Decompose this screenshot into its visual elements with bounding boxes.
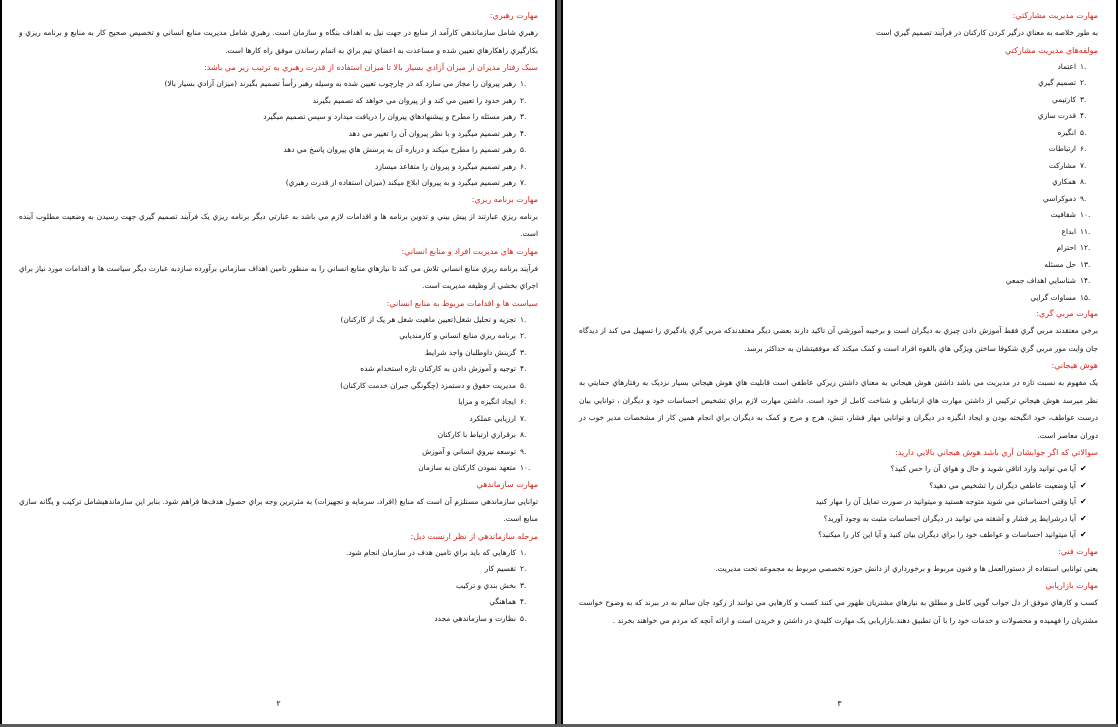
list-number: .۵ (520, 613, 527, 623)
list-number: .۷ (520, 178, 527, 187)
list-item-text: شناسايي اهداف جمعي (1005, 276, 1076, 285)
list-item (579, 461, 1087, 478)
paragraph: توانايي سازماندهي مستلزم آن است كه منابع (افراد، سرمايه و تجهيزات) به مثرترين وجه براي حصول هدف‌ها فراهم شود. بنابر اين سازماندهيشامل تركيب و يگانه سازي منابع است. (19, 496, 538, 523)
list-item-text: مشاركت (1048, 160, 1076, 170)
section-heading: مولفه‌هاي مديريت مشاركتي (1004, 45, 1098, 55)
checklist (579, 461, 1098, 544)
list-number: .۷ (520, 413, 527, 423)
list-item (579, 224, 1091, 241)
list-number: .۲ (520, 331, 527, 340)
paragraph: يک مفهوم به نسبت تازه در مديريت مي باشد داشتن هوش هيجاني به معناي داشتن زيركي عاطفي است قابليت هاي هوش هيجاني بسيار نزديک به رفتارهاي حمايتي به نظر ميرسد هوش هيجاني تركيبي از داشتن مهارت هاي ارتباطي و شناخت كامل از خود است. داشتن مهارت لازم براي تشخيص احساسات خود و ديگران ، توانايي بيان درست عواطف، خود انگيخته بودن و ايجاد انگيزه در ديگران و توانايي مهار فشار، تنش، هرج و مرج و كمک به ديگران براي انجام همين كار از مشخصات مدير خوب در دوران معاصر است. (579, 378, 1098, 440)
page-number: ۲ (276, 699, 281, 708)
list-item (19, 460, 531, 477)
list-item (579, 527, 1087, 544)
list-number: .۶ (1080, 144, 1087, 153)
list-item-text: آيا مي توانيد وارد اتاقي شويد و حال و هواي آن را حس كنيد؟ (890, 464, 1076, 473)
section-heading: هوش هيجاني: (1051, 361, 1098, 370)
list-item (19, 328, 527, 345)
list-number: .۱۲ (1080, 243, 1091, 252)
list-item-text: شفافيت (1050, 210, 1076, 219)
list-item (579, 125, 1087, 142)
list-item-text: رهبر حدود را تعيين مي كند و از پيروان مي خواهد كه تصميم بگيرند (312, 95, 516, 105)
list-number: .۳ (520, 112, 527, 121)
list-item (19, 175, 527, 192)
checkmark-icon: ✔ (1080, 464, 1087, 473)
section-heading: مهارت هاي مديريت افراد و منابع انساني: (401, 246, 538, 256)
section-heading: مهارت بازاريابي (1045, 581, 1098, 590)
list-number: .۴ (1080, 111, 1087, 120)
list-number: .۱ (520, 547, 527, 557)
paragraph: يعني توانايي استفاده از دستورالعمل ها و فنون مربوط و برخورداري از دانش حوزه تخصصي مربوط به مجموعه تحت مديريت. (715, 563, 1098, 573)
list-item-text: تقسيم كار (484, 564, 516, 573)
section-heading: مهارت مديريت مشاركتي: (1012, 11, 1098, 20)
list-item (579, 207, 1091, 224)
list-number: .۱۵ (1080, 292, 1091, 302)
list-item-text: توجيه و آموزش دادن به كاركنان تازه استخدام شده (360, 364, 516, 373)
list-number: .۴ (520, 597, 527, 606)
paragraph: فرآيند برنامه ريزي منابع انساني تلاش مي كند تا نيازهاي منابع انساني را به منظور تامين اهداف سازماني برآورده سازدبه عبارت ديگر سياست ها و اقدامات مورد نياز براي اجراي بخشي از وظيفه مديريت است. (19, 263, 538, 290)
list-item-text: قدرت سازي (1037, 111, 1076, 120)
section-heading: سبک رفتار مديران از ميزان آزادي بسيار بالا تا ميزان استفاده از قدرت رهبري به ترتيب زير مي باشد: (204, 63, 538, 72)
list-item (19, 578, 527, 595)
list-item-text: كارهايي كه بايد براي تامين هدف در سازمان انجام شود. (346, 547, 516, 557)
list-item (579, 478, 1087, 495)
list-item (19, 411, 527, 428)
list-number: .۴ (520, 128, 527, 138)
list-item (579, 257, 1091, 274)
list-item-text: رهبر تصميم را مطرح ميكند و درباره آن به پرسش هاي پيروان پاسخ مي دهد (283, 145, 516, 154)
section-heading: سوالاتي كه اگر جوابشان آري باشد هوش هيجاني بالايي داريد: (895, 448, 1098, 457)
list-item-text: رهبر مسئله را مطرح و پيشنهادهاي پيروان را دريافت ميدارد و سپس تصميم ميگيرد (263, 112, 516, 121)
list-item (19, 159, 527, 176)
list-item-text: همكاري (1052, 177, 1076, 186)
list-item-text: متعهد نمودن كاركنان به سازمان (418, 463, 516, 472)
list-item (579, 158, 1087, 175)
list-item-text: رهبر تصميم ميگيرد و با نظر پيروان آن را تغيير مي دهد (348, 128, 516, 138)
page-2-content (19, 8, 538, 627)
list-item (19, 361, 527, 378)
list-item-text: دموكراسي (1042, 193, 1076, 203)
list-item (19, 93, 527, 110)
list-item (579, 59, 1087, 76)
list-item-text: ايجاد انگيزه و مزايا (458, 397, 516, 406)
list-item (579, 108, 1087, 125)
list-number: .۱۰ (1080, 210, 1091, 219)
list-number: .۴ (520, 364, 527, 373)
list-number: .۲ (520, 564, 527, 573)
list-item-text: رهبر پيروان را مجاز مي سازد كه در چارچوب تعيين شده به وسيله رهبر رأساً تصميم بگيرند (ميزان آزادي بسيار بالا) (164, 79, 516, 88)
page-3 (561, 0, 1118, 724)
list-item-text: نظارت و سازماندهي مجدد (434, 613, 516, 623)
checkmark-icon: ✔ (1080, 530, 1087, 539)
list-item (579, 75, 1087, 92)
page-border-left (561, 0, 563, 724)
list-number: .۱۴ (1080, 276, 1091, 285)
list-item (19, 126, 527, 143)
list-item-text: ارزيابي عملكرد (469, 413, 516, 423)
page-border-right (555, 0, 557, 724)
list-item-text: تصميم گيري (1038, 78, 1076, 87)
list-number: .۱ (1080, 61, 1087, 71)
list-item-text: مديريت حقوق و دستمزد (چگونگي جبران خدمت كاركنان) (340, 380, 516, 390)
section-heading: مهارت سازماندهي (476, 479, 538, 489)
page-number: ۳ (837, 699, 842, 708)
list-number: .۹ (1080, 193, 1087, 203)
section-heading: مهارت فني: (1058, 546, 1098, 556)
list-number: .۲ (520, 95, 527, 105)
list-item-text: برقراري ارتباط با كاركنان (437, 430, 516, 439)
list-item-text: احترام (1056, 243, 1076, 252)
list-number: .۸ (520, 430, 527, 439)
list-item (19, 109, 527, 126)
list-item-text: آيا درشرايط پر فشار و آشفته مي توانيد در ديگران احساسات مثبت به وجود آوريد؟ (823, 513, 1076, 523)
list-item (19, 444, 527, 461)
paragraph: كسب و كارهاي موفق از دل جواب گويي كامل و مطلق به نيازهاي مشتريان ظهور مي كنند كسب و كارهايي مي توانند از ركود جان سالم به در ببرند كه به وضوح خواست مشتريان را فهميده و محصولات و خدمات خود را با آن تطبيق دهند.بازاريابي يک مهارت كليدي در داشتن و خريدن است و ارائه آنچه كه مردم مي خواهند بخرند . (579, 598, 1098, 625)
section-heading: سياست ها و اقدامات مربوط به منابع انساني: (386, 298, 538, 308)
list-item-text: گزينش داوطلبان واجد شرايط (425, 347, 516, 357)
list-item (19, 76, 527, 93)
section-heading: مهارت رهبري: (489, 11, 538, 20)
list-item (19, 394, 527, 411)
list-item (579, 511, 1087, 528)
numbered-list (19, 545, 538, 628)
list-item (579, 92, 1087, 109)
checkmark-icon: ✔ (1080, 497, 1087, 506)
list-item-text: انگيزه (1057, 127, 1076, 137)
list-item (19, 611, 527, 628)
list-item-text: برنامه ريزي منابع انساني و كارمنديابي (399, 331, 516, 340)
page-border-left (0, 0, 2, 724)
list-number: .۳ (1080, 94, 1087, 104)
list-number: .۲ (1080, 78, 1087, 87)
list-item-text: مساوات گرايي (1030, 292, 1076, 302)
list-number: .۱۱ (1080, 226, 1091, 236)
list-item-text: رهبر تصميم ميگيرد و پيروان را متقاعد ميسازد (375, 161, 516, 171)
list-number: .۹ (520, 446, 527, 456)
list-item (579, 191, 1087, 208)
list-item-text: توسعه نيروي انساني و آموزش (422, 446, 516, 456)
list-number: .۵ (520, 145, 527, 154)
list-number: .۱۰ (520, 463, 531, 472)
paragraph: برخي معتقدند مربي گري فقط آموزش دادن چيزي به ديگران است و برخيبه آموزشي آن تاكيد دارند بعضي ديگر معتقدندكه مربي گري يادگيري را تسهيل مي كند از ديدگاه جان وايت مور مربي گري شكوفا ساختن ويژگي هاي بالقوه افراد است و كمک ميكند كه موفقيتشان به حداكثر برسد. (579, 326, 1098, 353)
list-item (19, 427, 527, 444)
list-item (579, 494, 1087, 511)
list-number: .۸ (1080, 177, 1087, 186)
list-item-text: هماهنگي (489, 597, 516, 606)
list-number: .۶ (520, 397, 527, 406)
list-item-text: بخش بندي و تركيب (456, 580, 516, 590)
list-item-text: رهبر تصميم ميگيرد و به پيروان ابلاغ ميكند (ميزان استفاده از قدرت رهبري) (285, 178, 516, 187)
checkmark-icon: ✔ (1080, 480, 1087, 490)
list-item (579, 273, 1091, 290)
page-2 (0, 0, 557, 724)
numbered-list (579, 59, 1098, 307)
section-heading: مرحله سازماندهي از نظر ارنست ديل: (410, 531, 538, 541)
list-item-text: آيا وقتي احساساتي مي شويد متوجه هستيد و ميتوانيد در صورت تمايل آن را مهار كنيد (815, 497, 1076, 506)
list-number: .۵ (1080, 127, 1087, 137)
list-item-text: تجزيه و تحليل شغل(تعيين ماهيت شغل هر يک از كاركنان) (340, 314, 516, 324)
list-item (19, 142, 527, 159)
paragraph: به طور خلاصه به معناي درگير كردن كاركنان در فرآيند تصميم گيري است (876, 28, 1098, 37)
list-number: .۱۳ (1080, 259, 1091, 269)
list-number: .۷ (1080, 160, 1087, 170)
list-item-text: ارتباطات (1048, 144, 1076, 153)
list-item (579, 141, 1087, 158)
list-item (19, 312, 527, 329)
section-heading: مهارت مربي گري: (1036, 309, 1098, 318)
page-3-content (579, 8, 1098, 629)
list-number: .۱ (520, 314, 527, 324)
checkmark-icon: ✔ (1080, 513, 1087, 523)
list-item-text: آيا ميتوانيد احساسات و عواطف خود را براي ديگران بيان كنيد و آيا اين كار را ميكنيد؟ (818, 530, 1076, 539)
paragraph: برنامه ريزي عبارتند از پيش بيني و تدوين برنامه ها و اقدامات لازم مي باشد به عبارتي ديگر برنامه ريزي يک فرآيند تصميم گيري جهت رسيدن به وضعيت مطلوب آينده است. (19, 211, 538, 238)
section-heading: مهارت برنامه ريزي: (471, 194, 538, 204)
numbered-list (19, 312, 538, 477)
list-number: .۳ (520, 580, 527, 590)
list-item (19, 594, 527, 611)
list-item-text: ابداع (1061, 226, 1076, 236)
list-item (19, 545, 527, 562)
list-item (579, 290, 1091, 307)
list-item-text: اعتماد (1057, 61, 1076, 71)
list-item (19, 345, 527, 362)
list-item-text: حل مسئله (1044, 259, 1076, 269)
list-item (19, 561, 527, 578)
list-item (579, 240, 1091, 257)
list-item (579, 174, 1087, 191)
list-item-text: آيا وضعيت عاطفي ديگران را تشخيص مي دهيد؟ (929, 480, 1076, 490)
list-number: .۶ (520, 161, 527, 171)
list-number: .۵ (520, 380, 527, 390)
list-item (19, 378, 527, 395)
list-number: .۱ (520, 79, 527, 88)
list-item-text: كارتيمي (1051, 94, 1076, 104)
numbered-list (19, 76, 538, 192)
paragraph: رهبري شامل سازماندهي كارآمد از منابع در جهت نيل به اهداف بنگاه و سازمان است. رهبري شامل مديريت منابع انساني و تخصيص صحيح كار به منابع و برنامه ريزي و بكارگيري راهكارهاي تعيين شده و مساعدت به اعضاي تيم براي به اتمام رساندن موفق راه كارها است. (19, 28, 538, 55)
list-number: .۳ (520, 347, 527, 357)
